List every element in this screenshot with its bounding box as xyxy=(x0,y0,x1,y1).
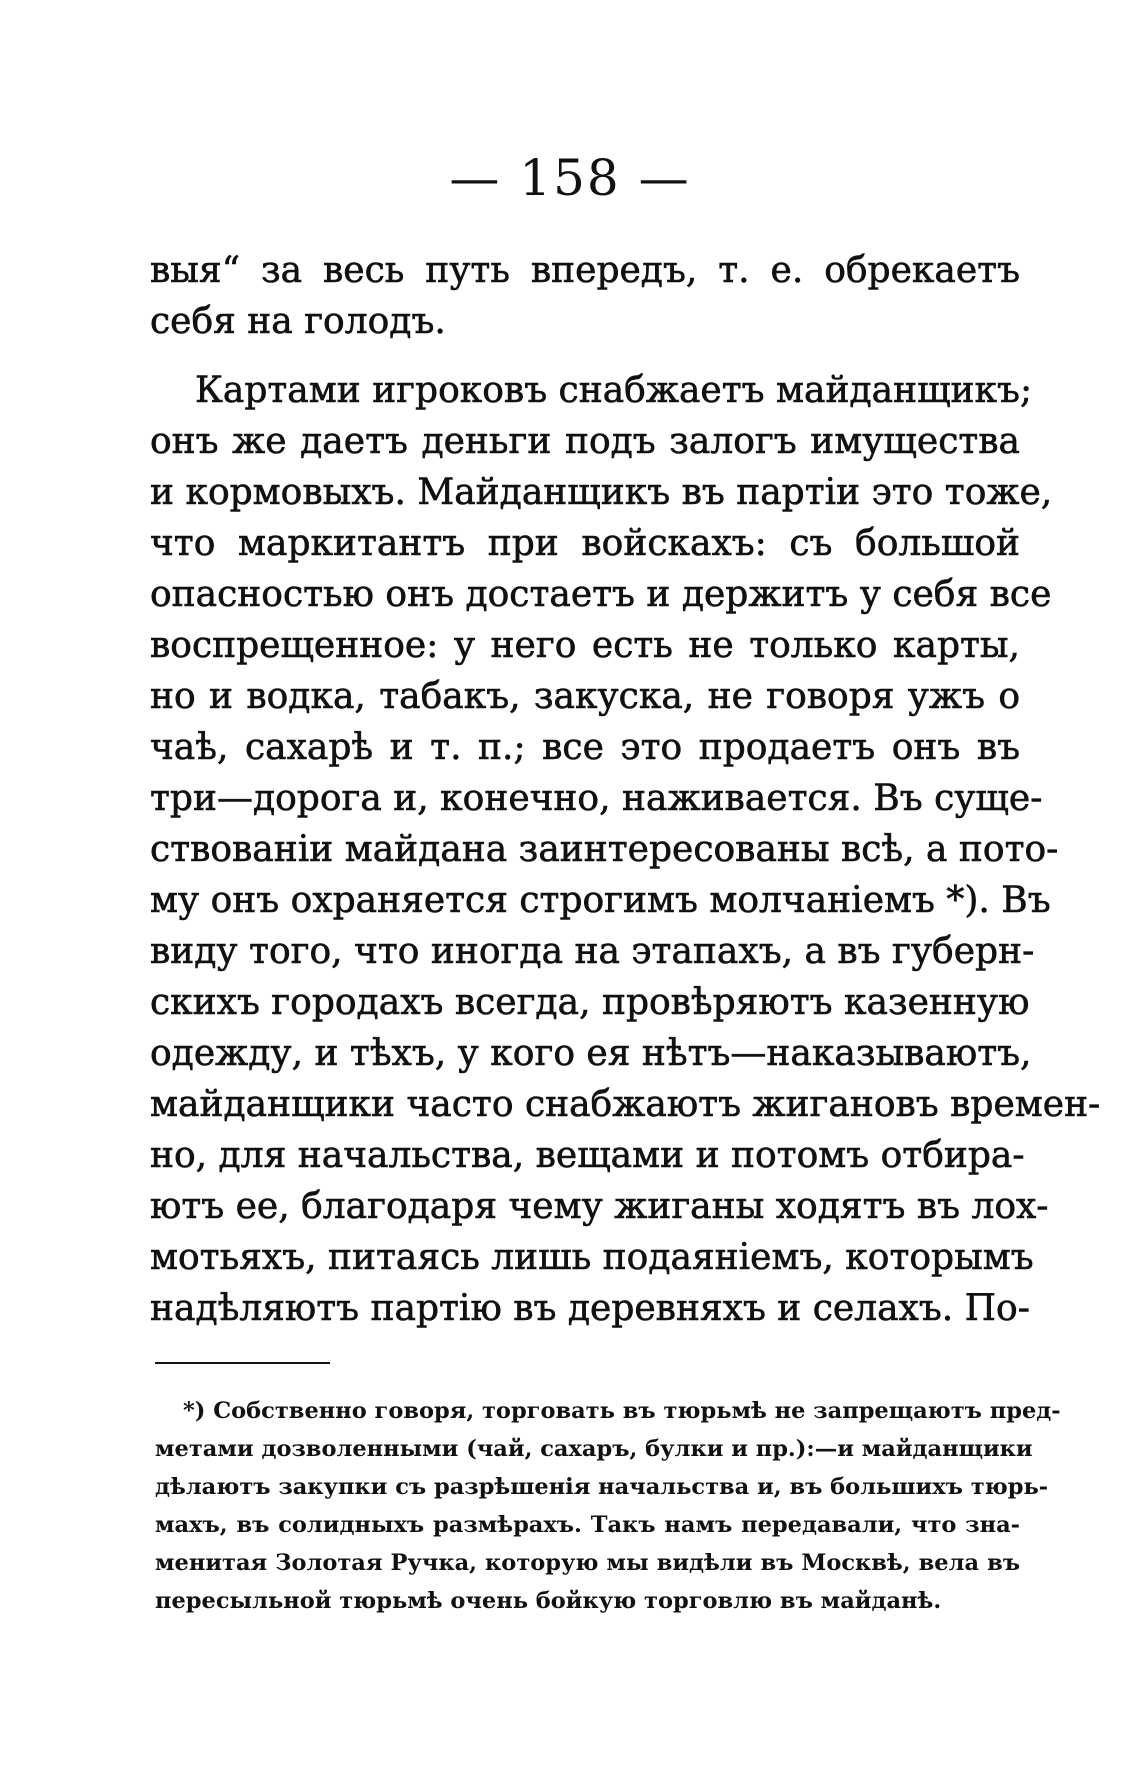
footnote xyxy=(155,1392,1061,1620)
text-line: му онъ охраняется строгимъ молчанiемъ *). Въ xyxy=(150,880,1051,921)
text-line: ютъ ее, благодаря чему жиганы ходятъ въ лох- xyxy=(150,1186,1049,1227)
text-line: воспрещенное: у него есть не только карты, xyxy=(150,625,1020,666)
text-line: выя“ за весь путь впередъ, т. е. обрекаетъ xyxy=(150,250,1020,291)
text-line: надѣляютъ партiю въ деревняхъ и селахъ. По- xyxy=(150,1288,1030,1329)
text-line: онъ же даетъ деньги подъ залогъ имущества xyxy=(150,421,1020,462)
text-line: но и водка, табакъ, закуска, не говоря ужъ о xyxy=(150,676,1020,717)
footnote-line: *) Собственно говоря, торговать въ тюрьмѣ не запрещаютъ пред- xyxy=(183,1398,1061,1424)
text-line: но, для начальства, вещами и потомъ отбира- xyxy=(150,1135,1025,1176)
text-line: майданщики часто снабжаютъ жигановъ времен- xyxy=(150,1084,1101,1125)
page-number: — 158 — xyxy=(449,149,691,207)
text-line: и кормовыхъ. Майданщикъ въ партiи это тоже, xyxy=(150,472,1053,513)
footnote-line: дѣлаютъ закупки съ разрѣшенiя начальства и, въ большихъ тюрь- xyxy=(155,1474,1049,1500)
footnote-line: метами дозволенными (чай, сахаръ, булки и пр.):—и майданщики xyxy=(155,1436,1033,1462)
main-text xyxy=(150,245,1101,1334)
text-line: одежду, и тѣхъ, у кого ея нѣтъ—наказываютъ, xyxy=(150,1033,1032,1074)
text-line: виду того, что иногда на этапахъ, а въ губерн- xyxy=(150,931,1035,972)
text-line: себя на голодъ. xyxy=(150,301,446,342)
text-line: Картами игроковъ снабжаетъ майданщикъ; xyxy=(195,370,1033,411)
footnote-line: махъ, въ солидныхъ размѣрахъ. Такъ намъ передавали, что зна- xyxy=(155,1512,1020,1538)
text-line: что маркитантъ при войскахъ: съ большой xyxy=(150,523,1020,564)
text-line: ствованiи майдана заинтересованы всѣ, а пото- xyxy=(150,829,1059,870)
text-line: три—дорога и, конечно, наживается. Въ суще- xyxy=(150,778,1043,819)
text-line: чаѣ, сахарѣ и т. п.; все это продаетъ онъ въ xyxy=(150,727,1020,768)
footnote-line: пересыльной тюрьмѣ очень бойкую торговлю въ майданѣ. xyxy=(155,1588,942,1614)
text-line: мотьяхъ, питаясь лишь подаянiемъ, которымъ xyxy=(150,1237,1034,1278)
text-line: опасностью онъ достаетъ и держитъ у себя все xyxy=(150,574,1052,615)
footnote-separator xyxy=(155,1362,330,1364)
text-line: скихъ городахъ всегда, провѣряютъ казенную xyxy=(150,982,1030,1023)
footnote-line: менитая Золотая Ручка, которую мы видѣли въ Москвѣ, вела въ xyxy=(155,1550,1020,1576)
